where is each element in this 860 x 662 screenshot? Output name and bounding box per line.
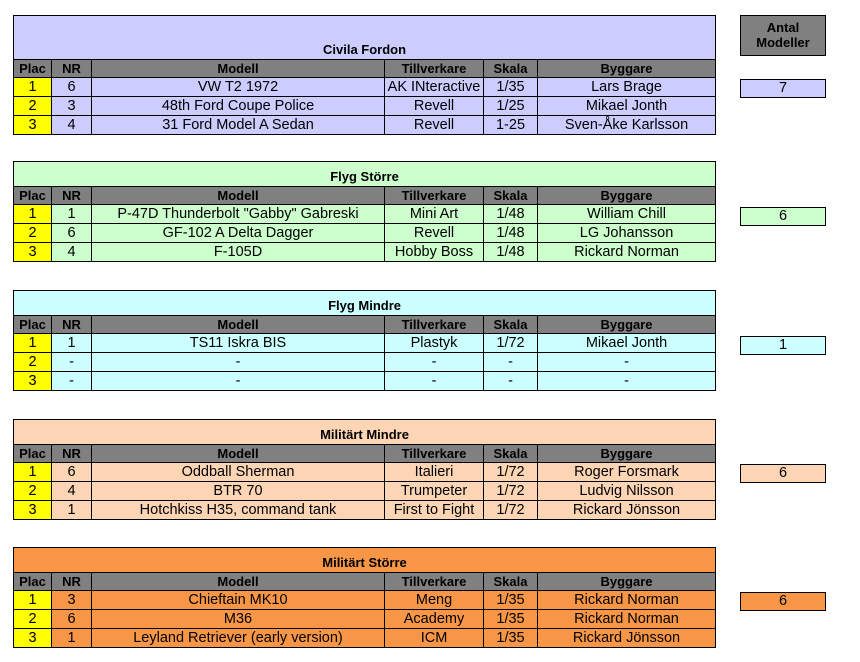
cell-byggare: Rickard Jönsson (538, 501, 716, 520)
section-title: Civila Fordon (14, 16, 716, 60)
column-header-tillverkare: Tillverkare (385, 573, 484, 591)
cell-modell: F-105D (92, 243, 385, 262)
section-table (13, 15, 716, 135)
model-count-box: 1 (740, 336, 826, 355)
table-row (14, 482, 716, 501)
cell-modell: - (92, 372, 385, 391)
cell-plac: 1 (14, 78, 52, 97)
cell-nr: 6 (52, 463, 92, 482)
table-row (14, 372, 716, 391)
model-count-box: 6 (740, 464, 826, 483)
section-title: Militärt Större (14, 548, 716, 573)
cell-tillverkare: - (385, 372, 484, 391)
table-row (14, 501, 716, 520)
column-header-skala: Skala (484, 445, 538, 463)
column-header-plac: Plac (14, 445, 52, 463)
column-header-plac: Plac (14, 60, 52, 78)
cell-byggare: Ludvig Nilsson (538, 482, 716, 501)
column-header-modell: Modell (92, 445, 385, 463)
cell-tillverkare: Hobby Boss (385, 243, 484, 262)
cell-skala: - (484, 353, 538, 372)
column-header-tillverkare: Tillverkare (385, 187, 484, 205)
table-row (14, 463, 716, 482)
cell-plac: 1 (14, 334, 52, 353)
cell-byggare: Sven-Åke Karlsson (538, 116, 716, 135)
cell-byggare: LG Johansson (538, 224, 716, 243)
count-header-line-2: Modeller (756, 35, 810, 50)
cell-nr: - (52, 372, 92, 391)
cell-nr: - (52, 353, 92, 372)
cell-tillverkare: Academy (385, 610, 484, 629)
table-row (14, 224, 716, 243)
model-count-box: 6 (740, 207, 826, 226)
column-header-byggare: Byggare (538, 187, 716, 205)
cell-tillverkare: Revell (385, 97, 484, 116)
section-table (13, 419, 716, 520)
model-count-box: 6 (740, 592, 826, 611)
column-header-tillverkare: Tillverkare (385, 60, 484, 78)
table-row (14, 97, 716, 116)
table-row (14, 243, 716, 262)
table-row (14, 116, 716, 135)
section-title: Flyg Mindre (14, 291, 716, 316)
cell-modell: 48th Ford Coupe Police (92, 97, 385, 116)
cell-byggare: Rickard Norman (538, 610, 716, 629)
table-row (14, 353, 716, 372)
column-header-modell: Modell (92, 316, 385, 334)
cell-tillverkare: Italieri (385, 463, 484, 482)
cell-plac: 1 (14, 591, 52, 610)
cell-tillverkare: Mini Art (385, 205, 484, 224)
cell-modell: GF-102 A Delta Dagger (92, 224, 385, 243)
cell-modell: - (92, 353, 385, 372)
cell-modell: P-47D Thunderbolt "Gabby" Gabreski (92, 205, 385, 224)
cell-skala: 1/72 (484, 482, 538, 501)
cell-tillverkare: First to Fight (385, 501, 484, 520)
table-row (14, 78, 716, 97)
column-header-byggare: Byggare (538, 316, 716, 334)
cell-nr: 6 (52, 610, 92, 629)
cell-modell: 31 Ford Model A Sedan (92, 116, 385, 135)
cell-nr: 4 (52, 243, 92, 262)
table-row (14, 334, 716, 353)
count-header (740, 15, 826, 56)
cell-modell: M36 (92, 610, 385, 629)
cell-modell: Hotchkiss H35, command tank (92, 501, 385, 520)
column-header-nr: NR (52, 573, 92, 591)
column-header-byggare: Byggare (538, 445, 716, 463)
cell-tillverkare: Meng (385, 591, 484, 610)
section-table (13, 547, 716, 648)
cell-modell: Leyland Retriever (early version) (92, 629, 385, 648)
cell-nr: 1 (52, 205, 92, 224)
cell-skala: 1/25 (484, 97, 538, 116)
cell-tillverkare: Trumpeter (385, 482, 484, 501)
cell-nr: 6 (52, 78, 92, 97)
cell-byggare: - (538, 353, 716, 372)
column-header-byggare: Byggare (538, 573, 716, 591)
cell-byggare: Rickard Norman (538, 591, 716, 610)
cell-byggare: Mikael Jonth (538, 334, 716, 353)
column-header-nr: NR (52, 316, 92, 334)
section-table (13, 290, 716, 391)
column-header-modell: Modell (92, 573, 385, 591)
cell-tillverkare: Revell (385, 116, 484, 135)
cell-skala: 1/35 (484, 591, 538, 610)
column-header-modell: Modell (92, 187, 385, 205)
table-row (14, 591, 716, 610)
cell-nr: 3 (52, 97, 92, 116)
section-title: Flyg Större (14, 162, 716, 187)
column-header-skala: Skala (484, 187, 538, 205)
column-header-modell: Modell (92, 60, 385, 78)
column-header-row (14, 316, 716, 334)
table-row (14, 629, 716, 648)
count-header-line-1: Antal (766, 20, 800, 35)
cell-skala: 1/72 (484, 501, 538, 520)
cell-skala: 1/72 (484, 334, 538, 353)
column-header-nr: NR (52, 60, 92, 78)
cell-plac: 3 (14, 501, 52, 520)
column-header-plac: Plac (14, 316, 52, 334)
cell-nr: 6 (52, 224, 92, 243)
column-header-skala: Skala (484, 60, 538, 78)
cell-byggare: - (538, 372, 716, 391)
table-row (14, 205, 716, 224)
cell-skala: - (484, 372, 538, 391)
cell-skala: 1/35 (484, 78, 538, 97)
column-header-skala: Skala (484, 316, 538, 334)
cell-tillverkare: Revell (385, 224, 484, 243)
cell-nr: 4 (52, 482, 92, 501)
cell-modell: BTR 70 (92, 482, 385, 501)
cell-plac: 3 (14, 116, 52, 135)
cell-byggare: Rickard Jönsson (538, 629, 716, 648)
column-header-byggare: Byggare (538, 60, 716, 78)
cell-byggare: Mikael Jonth (538, 97, 716, 116)
column-header-row (14, 60, 716, 78)
column-header-nr: NR (52, 445, 92, 463)
column-header-row (14, 445, 716, 463)
cell-skala: 1/48 (484, 224, 538, 243)
cell-nr: 3 (52, 591, 92, 610)
cell-skala: 1/72 (484, 463, 538, 482)
cell-plac: 2 (14, 224, 52, 243)
cell-nr: 1 (52, 334, 92, 353)
cell-byggare: Lars Brage (538, 78, 716, 97)
section-title: Militärt Mindre (14, 420, 716, 445)
column-header-nr: NR (52, 187, 92, 205)
cell-byggare: Rickard Norman (538, 243, 716, 262)
model-count-box: 7 (740, 79, 826, 98)
section-table (13, 161, 716, 262)
cell-modell: TS11 Iskra BIS (92, 334, 385, 353)
column-header-plac: Plac (14, 573, 52, 591)
cell-modell: Oddball Sherman (92, 463, 385, 482)
column-header-plac: Plac (14, 187, 52, 205)
column-header-row (14, 573, 716, 591)
column-header-tillverkare: Tillverkare (385, 445, 484, 463)
cell-plac: 3 (14, 243, 52, 262)
cell-tillverkare: Plastyk (385, 334, 484, 353)
cell-skala: 1/35 (484, 629, 538, 648)
cell-skala: 1/35 (484, 610, 538, 629)
cell-plac: 3 (14, 372, 52, 391)
table-row (14, 610, 716, 629)
cell-plac: 1 (14, 463, 52, 482)
cell-tillverkare: - (385, 353, 484, 372)
cell-skala: 1/48 (484, 205, 538, 224)
cell-plac: 2 (14, 610, 52, 629)
cell-plac: 3 (14, 629, 52, 648)
cell-skala: 1-25 (484, 116, 538, 135)
cell-nr: 4 (52, 116, 92, 135)
cell-byggare: Roger Forsmark (538, 463, 716, 482)
cell-plac: 2 (14, 482, 52, 501)
cell-tillverkare: ICM (385, 629, 484, 648)
cell-nr: 1 (52, 629, 92, 648)
cell-skala: 1/48 (484, 243, 538, 262)
cell-plac: 1 (14, 205, 52, 224)
column-header-row (14, 187, 716, 205)
cell-modell: Chieftain MK10 (92, 591, 385, 610)
cell-byggare: William Chill (538, 205, 716, 224)
cell-plac: 2 (14, 97, 52, 116)
cell-plac: 2 (14, 353, 52, 372)
cell-tillverkare: AK INteractive (385, 78, 484, 97)
column-header-skala: Skala (484, 573, 538, 591)
cell-nr: 1 (52, 501, 92, 520)
column-header-tillverkare: Tillverkare (385, 316, 484, 334)
cell-modell: VW T2 1972 (92, 78, 385, 97)
